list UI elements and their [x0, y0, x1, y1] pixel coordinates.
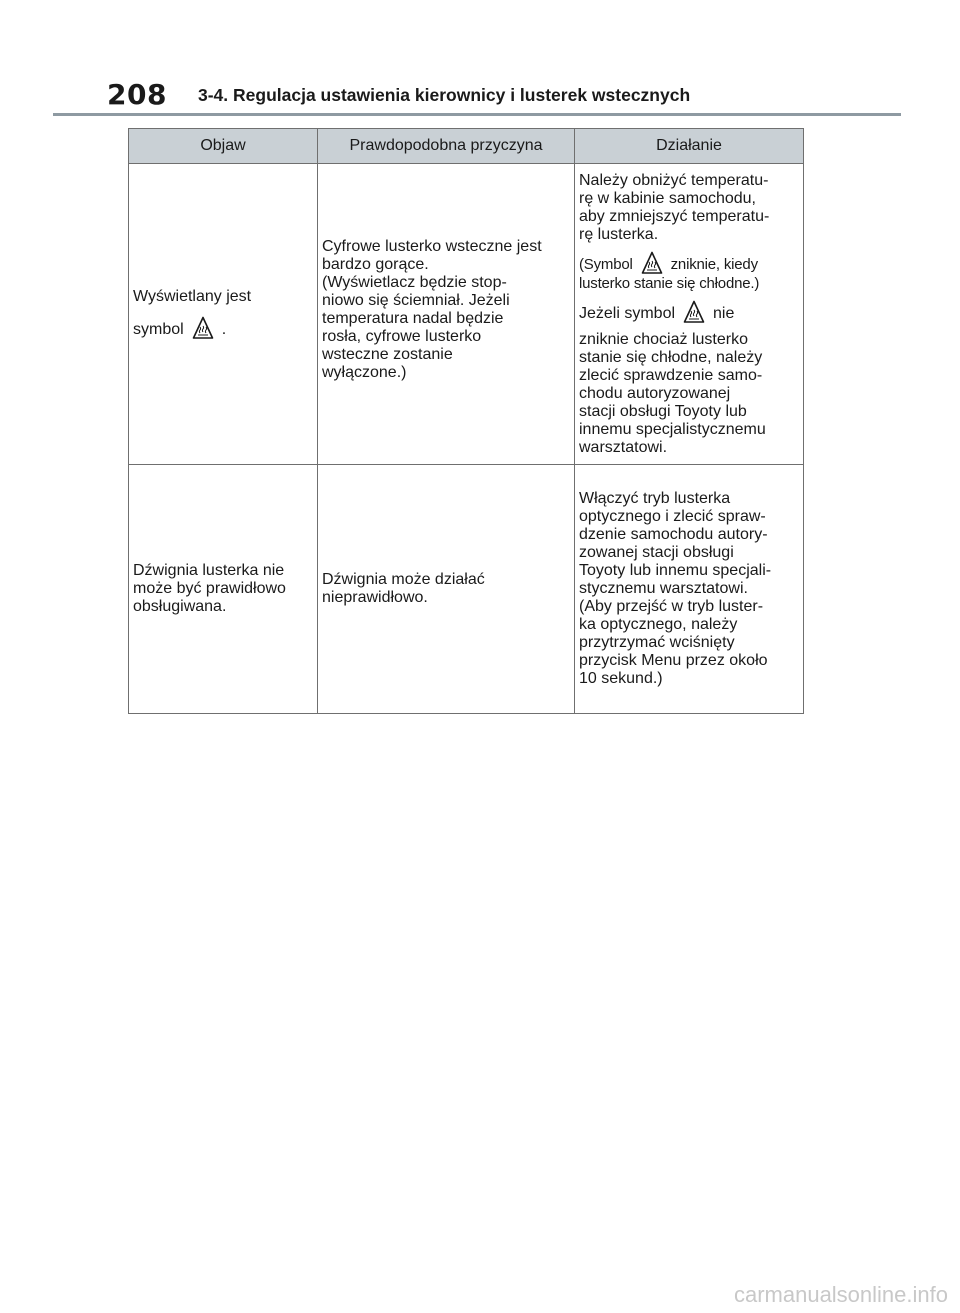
cause-text: Cyfrowe lusterko wsteczne jest bardzo gorące. (Wyświetlacz będzie stop- niowo się ściemniał. Jeżeli temperatura nadal będzie rosła, cyfrowe lusterko wsteczne zostanie wyłączone.) [322, 238, 542, 381]
symptom-text-line1: Wyświetlany jest [133, 288, 252, 305]
symptom-symbol-label: symbol [133, 321, 184, 338]
column-header-cause: Prawdopodobna przyczyna [318, 129, 575, 164]
action-if-symbol-continuation: nie [713, 304, 735, 322]
mirror-heat-warning-icon [192, 316, 214, 340]
action-cell [575, 164, 804, 465]
table-row [129, 465, 804, 714]
cause-cell [318, 164, 575, 465]
symptom-text-line2 [133, 316, 313, 340]
page-number: 208 [107, 78, 167, 111]
table-row [129, 164, 804, 465]
column-header-symptom: Objaw [129, 129, 318, 164]
action-paragraph-3 [579, 300, 799, 324]
action-paragraph-1: Należy obniżyć temperatu- rę w kabinie samochodu, aby zmniejszyć temperatu- rę lusterka. [579, 171, 770, 243]
mirror-heat-warning-icon [683, 300, 705, 324]
column-header-action: Działanie [575, 129, 804, 164]
symptom-cell [129, 465, 318, 714]
action-paragraph-2 [579, 251, 799, 293]
action-text: Włączyć tryb lusterka optycznego i zlecić spraw- dzenie samochodu autory- zowanej stacji obsługi Toyoty lub innemu specjali- stycznemu warsztatowi. (Aby przejść w tryb luster- ka optycznego, należy przytrzymać wciśnięty przycisk Menu przez około 10 sekund.) [579, 490, 772, 687]
table-header-row [129, 129, 804, 164]
action-paragraph-4: zniknie chociaż lusterko stanie się chłodne, należy zlecić sprawdzenie samo- chodu autoryzowanej stacji obsługi Toyoty lub innemu specjalistycznemu warsztatowi. [579, 330, 766, 456]
section-title: 3-4. Regulacja ustawienia kierownicy i lusterek wstecznych [198, 85, 691, 105]
action-symbol-label: (Symbol [579, 255, 633, 273]
symptom-cell [129, 164, 318, 465]
troubleshooting-table [128, 128, 804, 714]
cause-cell [318, 465, 575, 714]
action-symbol-continuation: zniknie, kiedy [670, 255, 758, 273]
watermark: carmanualsonline.info [733, 1282, 948, 1307]
mirror-heat-warning-icon [641, 251, 663, 275]
symptom-text: Dźwignia lusterka nie może być prawidłowo obsługiwana. [133, 562, 286, 615]
cause-text: Dźwignia może działać nieprawidłowo. [322, 571, 485, 606]
header-rule [53, 113, 901, 116]
symptom-period: . [221, 321, 227, 338]
action-symbol-line2: lusterko stanie się chłodne.) [579, 274, 760, 292]
action-if-symbol-label: Jeżeli symbol [579, 304, 676, 322]
action-cell [575, 465, 804, 714]
